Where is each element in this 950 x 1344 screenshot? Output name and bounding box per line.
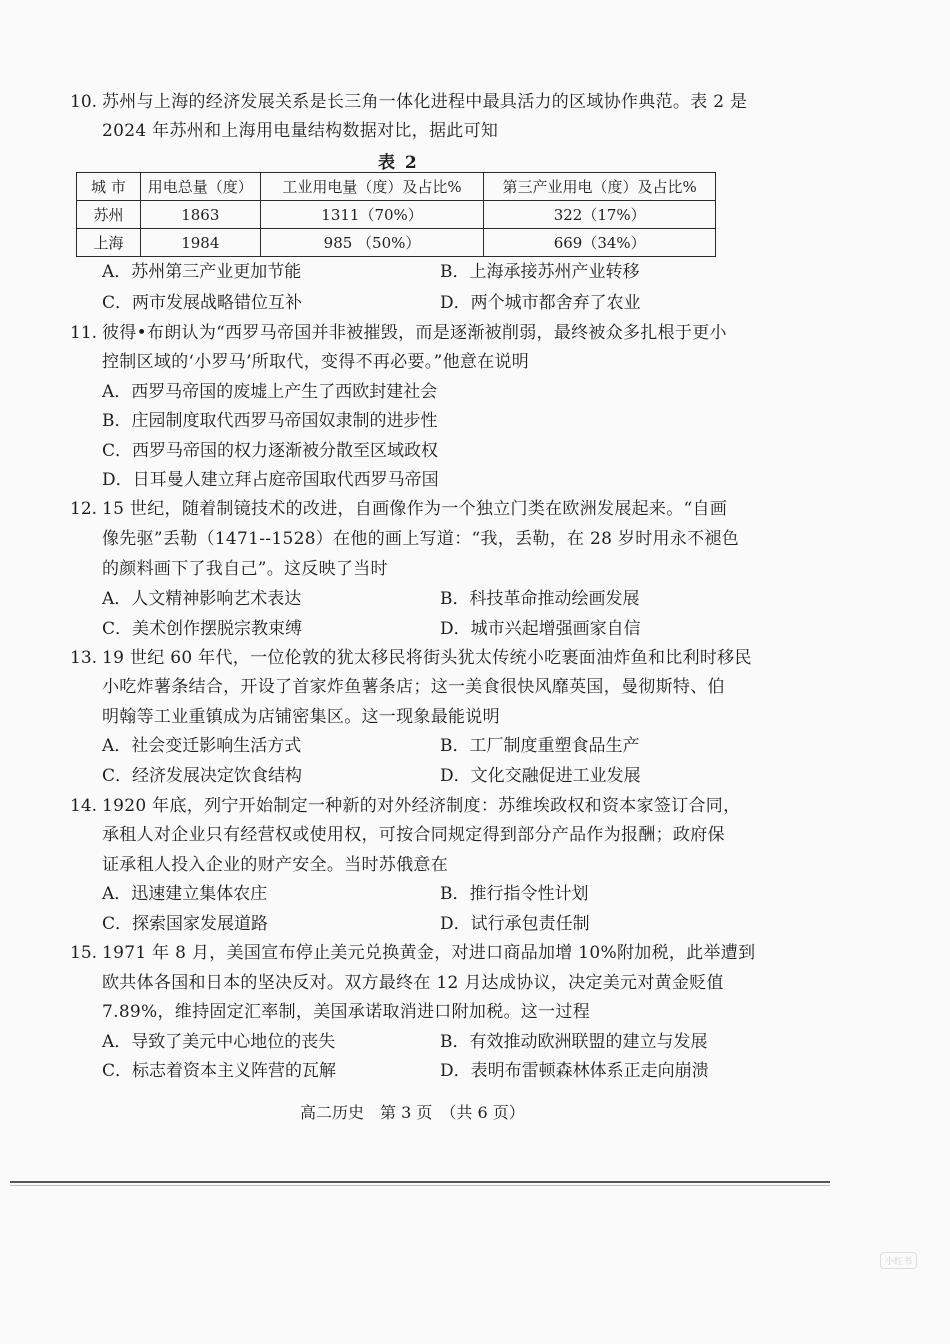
question-text: 2024 年苏州和上海用电量结构数据对比，据此可知	[102, 121, 499, 141]
question-number: 15.	[70, 943, 98, 963]
question-number: 13.	[70, 648, 98, 668]
option-d: D．日耳曼人建立拜占庭帝国取代西罗马帝国	[102, 470, 439, 490]
table-cell: 669（34%）	[484, 229, 716, 257]
table-header-row	[77, 173, 716, 201]
table-row	[77, 229, 716, 257]
question-text: 19 世纪 60 年代，一位伦敦的犹太移民将街头犹太传统小吃裹面油炸鱼和比利时移民	[102, 648, 752, 668]
question-text: 欧共体各国和日本的坚决反对。双方最终在 12 月达成协议，决定美元对黄金贬值	[102, 973, 724, 993]
table-header: 城 市	[77, 173, 141, 201]
table-row	[77, 201, 716, 229]
table-header: 用电总量（度）	[140, 173, 260, 201]
option-d: D．城市兴起增强画家自信	[440, 619, 641, 639]
table-header: 第三产业用电（度）及占比%	[484, 173, 716, 201]
option-b: B．推行指令性计划	[440, 884, 589, 904]
question-number: 10.	[70, 92, 98, 112]
table-cell: 苏州	[77, 201, 141, 229]
option-b: B．庄园制度取代西罗马帝国奴隶制的进步性	[102, 411, 438, 431]
question-number: 11.	[70, 323, 98, 343]
option-b: B．工厂制度重塑食品生产	[440, 736, 640, 756]
table-cell: 1984	[140, 229, 260, 257]
question-text: 苏州与上海的经济发展关系是长三角一体化进程中最具活力的区域协作典范。表 2 是	[102, 92, 748, 112]
table-cell: 1863	[140, 201, 260, 229]
option-a: A．导致了美元中心地位的丧失	[102, 1032, 336, 1052]
option-d: D．表明布雷顿森林体系正走向崩溃	[440, 1061, 709, 1081]
option-b: B．有效推动欧洲联盟的建立与发展	[440, 1032, 708, 1052]
page-footer: 高二历史 第 3 页 （共 6 页）	[300, 1103, 525, 1122]
question-text: 7.89%，维持固定汇率制，美国承诺取消进口附加税。这一过程	[102, 1002, 591, 1022]
option-a: A．社会变迁影响生活方式	[102, 736, 302, 756]
option-c: C．美术创作摆脱宗教束缚	[102, 619, 303, 639]
option-a: A．西罗马帝国的废墟上产生了西欧封建社会	[102, 382, 438, 402]
option-c: C．经济发展决定饮食结构	[102, 766, 303, 786]
scan-edge-line	[10, 1185, 830, 1186]
table-header: 工业用电量（度）及占比%	[260, 173, 484, 201]
electricity-table	[76, 172, 716, 257]
table-cell: 985 （50%）	[260, 229, 484, 257]
option-a: A．迅速建立集体农庄	[102, 884, 268, 904]
question-text: 1920 年底，列宁开始制定一种新的对外经济制度：苏维埃政权和资本家签订合同，	[102, 796, 741, 816]
table-cell: 1311（70%）	[260, 201, 484, 229]
question-number: 12.	[70, 499, 98, 519]
table-caption: 表 2	[378, 153, 419, 173]
question-text: 承租人对企业只有经营权或使用权，可按合同规定得到部分产品作为报酬；政府保	[102, 825, 725, 845]
option-d: D．文化交融促进工业发展	[440, 766, 641, 786]
question-text: 的颜料画下了我自己”。这反映了当时	[102, 559, 388, 579]
question-text: 控制区域的‘小罗马’所取代，变得不再必要。”他意在说明	[102, 352, 530, 372]
question-number: 14.	[70, 796, 98, 816]
option-c: C．两市发展战略错位互补	[102, 293, 303, 313]
option-c: C．标志着资本主义阵营的瓦解	[102, 1061, 337, 1081]
question-text: 证承租人投入企业的财产安全。当时苏俄意在	[102, 855, 448, 875]
question-text: 像先驱”丢勒（1471--1528）在他的画上写道：“我，丢勒，在 28 岁时用永不褪色	[102, 529, 740, 549]
question-text: 1971 年 8 月，美国宣布停止美元兑换黄金，对进口商品加增 10%附加税，此举遭到	[102, 943, 756, 963]
question-text: 小吃炸薯条结合，开设了首家炸鱼薯条店；这一美食很快风靡英国，曼彻斯特、伯	[102, 677, 725, 697]
option-d: D．两个城市都舍弃了农业	[440, 293, 641, 313]
option-b: B．上海承接苏州产业转移	[440, 262, 640, 282]
option-b: B．科技革命推动绘画发展	[440, 589, 640, 609]
scan-edge-line	[10, 1181, 830, 1183]
option-c: C．西罗马帝国的权力逐渐被分散至区域政权	[102, 441, 439, 461]
question-text: 明翰等工业重镇成为店铺密集区。这一现象最能说明	[102, 707, 500, 727]
table-cell: 322（17%）	[484, 201, 716, 229]
option-a: A．人文精神影响艺术表达	[102, 589, 302, 609]
option-c: C．探索国家发展道路	[102, 914, 269, 934]
question-text: 彼得•布朗认为“西罗马帝国并非被摧毁，而是逐渐被削弱，最终被众多扎根于更小	[102, 323, 727, 343]
option-a: A．苏州第三产业更加节能	[102, 262, 302, 282]
table-cell: 上海	[77, 229, 141, 257]
watermark: 小红书	[880, 1252, 917, 1269]
option-d: D．试行承包责任制	[440, 914, 590, 934]
question-text: 15 世纪，随着制镜技术的改进，自画像作为一个独立门类在欧洲发展起来。“自画	[102, 499, 728, 519]
